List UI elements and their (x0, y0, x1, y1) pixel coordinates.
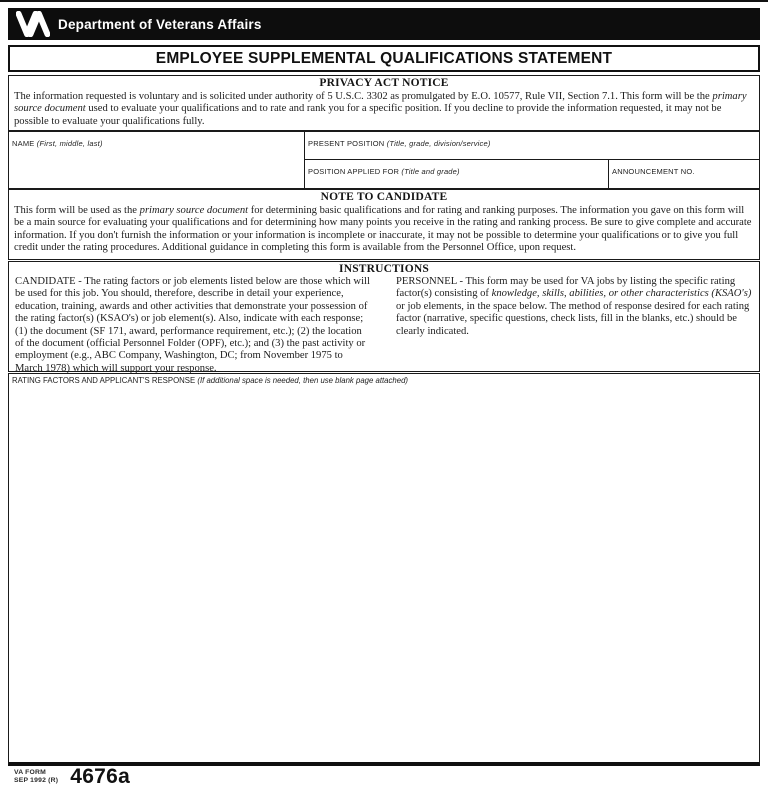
va-form-label: VA FORM (14, 769, 46, 776)
instructions-columns (15, 276, 753, 375)
va-header-bar (8, 8, 760, 40)
personnel-instructions: PERSONNEL - This form may be used for VA jobs by listing the specific rating factor(s) consisting of knowledge, skills, abilities, or other characteristics (KSAO's) or job elements, in the space below. The method of response desired for each rating factor (narrative, specific questions, check lists, fill in the blanks, etc.) should be clearly indicated. (396, 276, 752, 337)
rating-factors-section (8, 373, 760, 766)
name-field-label: NAME (First, middle, last) (12, 139, 103, 148)
privacy-act-heading: PRIVACY ACT NOTICE (319, 77, 449, 89)
note-to-candidate-section (8, 189, 760, 260)
va-logo-icon (16, 11, 50, 37)
position-applied-for-label: POSITION APPLIED FOR (Title and grade) (308, 167, 460, 176)
present-position-label: PRESENT POSITION (Title, grade, division/service) (308, 139, 491, 148)
present-position-field[interactable] (305, 132, 759, 160)
instructions-section (8, 261, 760, 372)
top-rule (0, 0, 768, 2)
position-applied-for-field[interactable] (305, 160, 609, 188)
announcement-no-field[interactable] (609, 160, 759, 188)
announcement-no-label: ANNOUNCEMENT NO. (612, 167, 695, 176)
identification-fields (8, 131, 760, 189)
privacy-act-section (8, 75, 760, 131)
rating-factors-response-area[interactable] (9, 388, 759, 762)
instructions-heading: INSTRUCTIONS (339, 263, 429, 275)
note-to-candidate-heading: NOTE TO CANDIDATE (320, 191, 448, 203)
agency-name: Department of Veterans Affairs (58, 16, 262, 32)
form-title-box (8, 45, 760, 72)
form-footer (14, 765, 131, 789)
note-to-candidate-text: This form will be used as the primary source document for determining basic qualifications and for rating and ranking purposes. The information you gave on this form will be a main source for evaluating your qualifications and for determining how many points you receive in the rating and ranking process. Be sure to give complete and accurate information. If you don't furnish the information or your information is incomplete or inaccurate, it may not be possible to determine your qualifications or to give you full credit under the rating procedures. Additional guidance in completing this form is available from the Personnel Office, upon request. (14, 205, 752, 254)
form-id-block (14, 769, 58, 786)
privacy-act-text: The information requested is voluntary and is solicited under authority of 5 U.S.C. 3302 as promulgated by E.O. 10577, Rule VII, Section 7.1. This form will be the primary source document used to evaluate your qualifications and to rate and rank you for a specific position. If you decline to provide the information requested, it may not be possible to evaluate your qualifications fully. (14, 91, 747, 127)
form-title: EMPLOYEE SUPPLEMENTAL QUALIFICATIONS STATEMENT (155, 49, 613, 67)
form-number: 4676a (70, 765, 131, 788)
form-date: SEP 1992 (R) (14, 777, 59, 785)
candidate-instructions: CANDIDATE - The rating factors or job elements listed below are those which will be used for this job. You should, therefore, describe in detail your experience, education, training, awards and other activities that demonstrate your possession of the rating factor(s) (KSAO's) or job element(s). Also, indicate with each response; (1) the document (SF 171, award, performance requirement, etc.); (2) the location of the document (official Personnel Folder (OPF), etc.); and (3) the past activity or employment (e.g., ABC Company, Washington, DC; from November 1975 to March 1978) which will support your response. (15, 276, 370, 374)
rating-factors-label: RATING FACTORS AND APPLICANT'S RESPONSE (If additional space is needed, then use blank page attached) (12, 376, 409, 385)
name-field[interactable] (9, 132, 305, 188)
